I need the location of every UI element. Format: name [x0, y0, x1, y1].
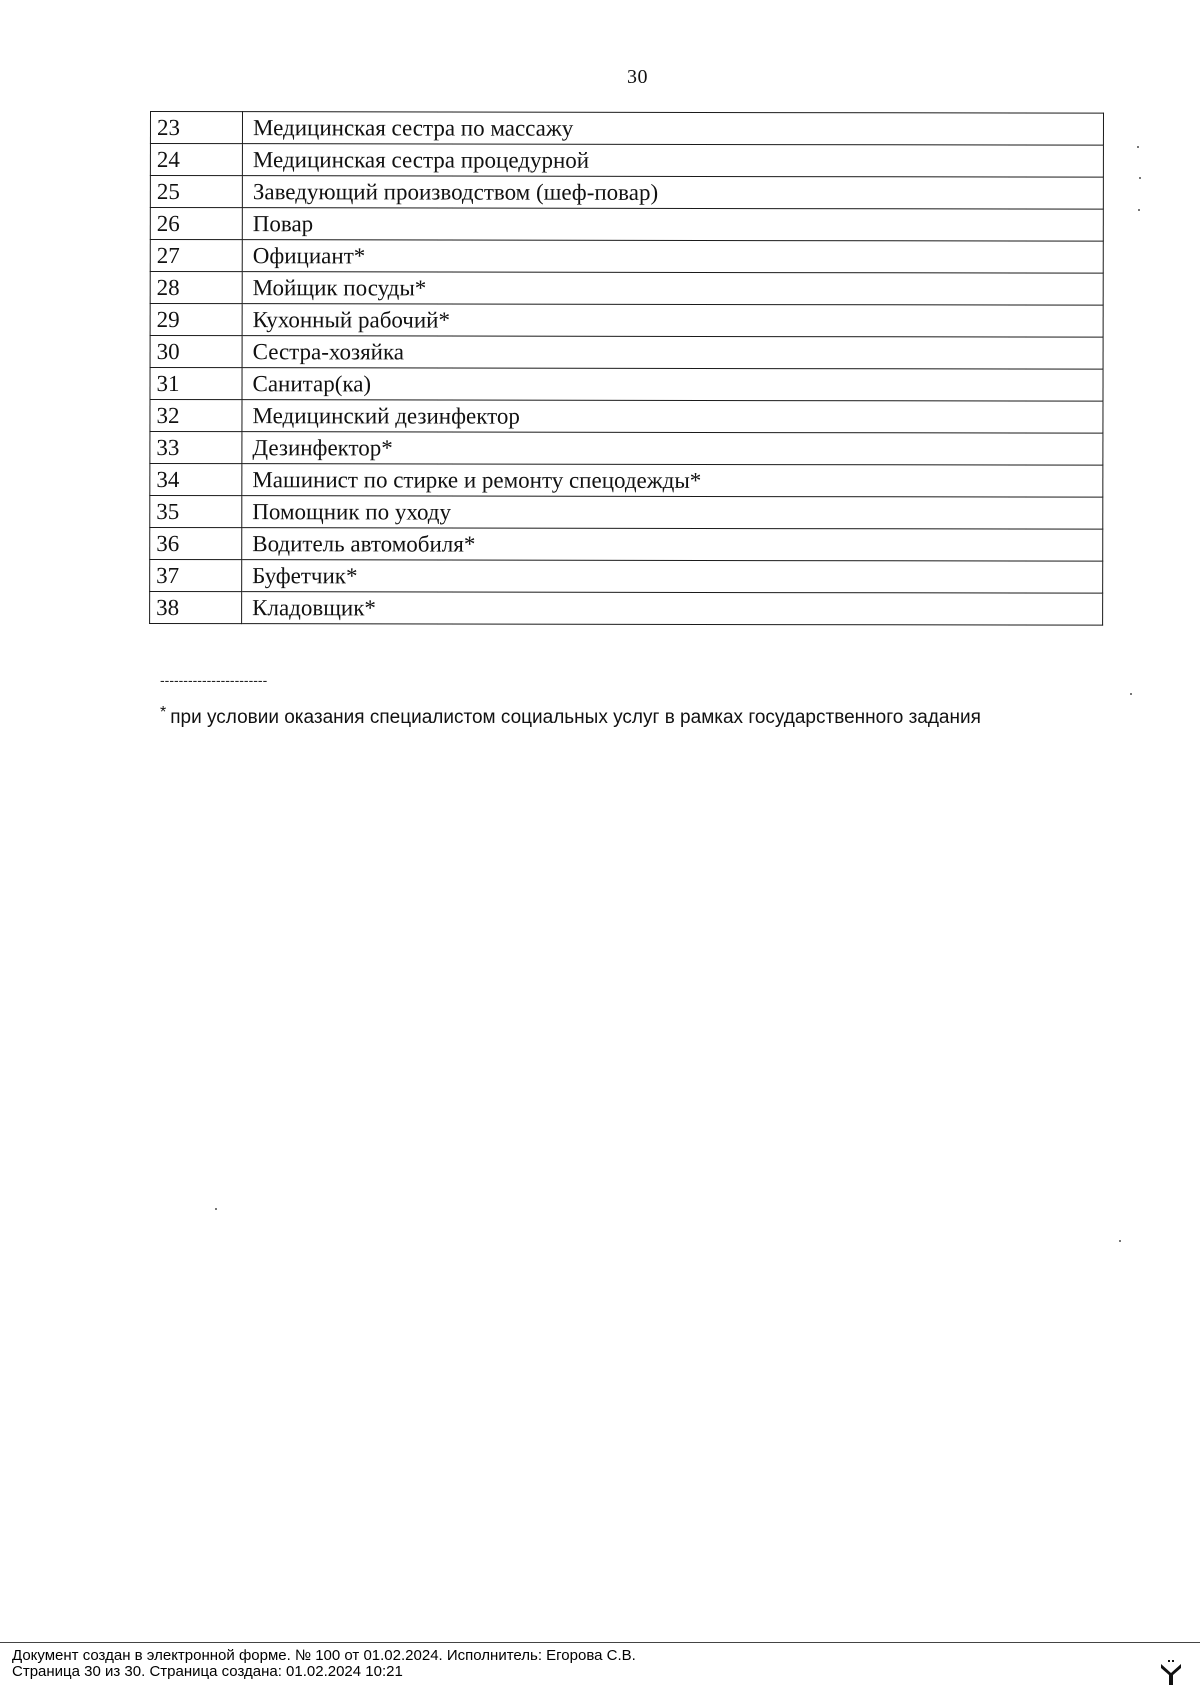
table-row: [150, 496, 1103, 530]
position-name: Официант*: [242, 240, 1103, 274]
position-name: Медицинская сестра процедурной: [242, 144, 1103, 178]
edms-logo-icon: [1160, 1660, 1182, 1686]
row-number: 23: [150, 112, 242, 144]
footnote: [160, 704, 981, 729]
row-number: 37: [150, 560, 242, 592]
row-number: 27: [150, 240, 242, 272]
footnote-rule: -----------------------: [160, 672, 268, 688]
position-name: Водитель автомобиля*: [242, 528, 1103, 562]
row-number: 24: [150, 144, 242, 176]
position-name: Медицинский дезинфектор: [242, 400, 1103, 434]
positions-table-body: [150, 112, 1104, 626]
row-number: 29: [150, 304, 242, 336]
position-name: Кухонный рабочий*: [242, 304, 1103, 338]
table-row: [150, 432, 1103, 466]
table-row: [150, 144, 1103, 178]
position-name: Медицинская сестра по массажу: [242, 112, 1103, 146]
scan-speck: [1138, 209, 1140, 211]
position-name: Санитар(ка): [242, 368, 1103, 402]
table-row: [150, 592, 1103, 626]
row-number: 32: [150, 400, 242, 432]
row-number: 38: [150, 592, 242, 624]
bottom-separator: [0, 1642, 1200, 1643]
row-number: 33: [150, 432, 242, 464]
footnote-text: при условии оказания специалистом социальных услуг в рамках государственного задания: [170, 707, 981, 728]
page-number: 30: [627, 66, 648, 88]
table-row: [150, 560, 1103, 594]
scan-speck: [1130, 693, 1132, 695]
row-number: 34: [150, 464, 242, 496]
table-row: [150, 368, 1103, 402]
row-number: 35: [150, 496, 242, 528]
scan-speck: [1119, 1240, 1121, 1242]
scan-speck: [1139, 177, 1141, 179]
position-name: Машинист по стирке и ремонту спецодежды*: [242, 464, 1103, 498]
row-number: 36: [150, 528, 242, 560]
document-meta-line-1: Документ создан в электронной форме. № 100 от 01.02.2024. Исполнитель: Егорова С.В.: [12, 1647, 636, 1664]
position-name: Помощник по уходу: [242, 496, 1103, 530]
position-name: Дезинфектор*: [242, 432, 1103, 466]
row-number: 31: [150, 368, 242, 400]
position-name: Буфетчик*: [242, 560, 1103, 594]
row-number: 25: [150, 176, 242, 208]
scan-speck: [215, 1208, 217, 1210]
row-number: 28: [150, 272, 242, 304]
position-name: Кладовщик*: [242, 592, 1103, 626]
table-row: [150, 400, 1103, 434]
table-row: [150, 112, 1103, 146]
table-row: [150, 304, 1103, 338]
table-row: [150, 176, 1103, 210]
positions-table: [149, 111, 1104, 626]
positions-table-container: [149, 111, 1104, 626]
table-row: [150, 208, 1103, 242]
position-name: Повар: [242, 208, 1103, 242]
table-row: [150, 464, 1103, 498]
position-name: Сестра-хозяйка: [242, 336, 1103, 370]
row-number: 26: [150, 208, 242, 240]
document-meta: [12, 1648, 636, 1680]
position-name: Заведующий производством (шеф-повар): [242, 176, 1103, 210]
position-name: Мойщик посуды*: [242, 272, 1103, 306]
document-meta-line-2: Страница 30 из 30. Страница создана: 01.02.2024 10:21: [12, 1663, 403, 1680]
table-row: [150, 336, 1103, 370]
table-row: [150, 528, 1103, 562]
footnote-mark: *: [160, 704, 167, 721]
row-number: 30: [150, 336, 242, 368]
table-row: [150, 272, 1103, 306]
table-row: [150, 240, 1103, 274]
scan-speck: [1137, 146, 1139, 148]
